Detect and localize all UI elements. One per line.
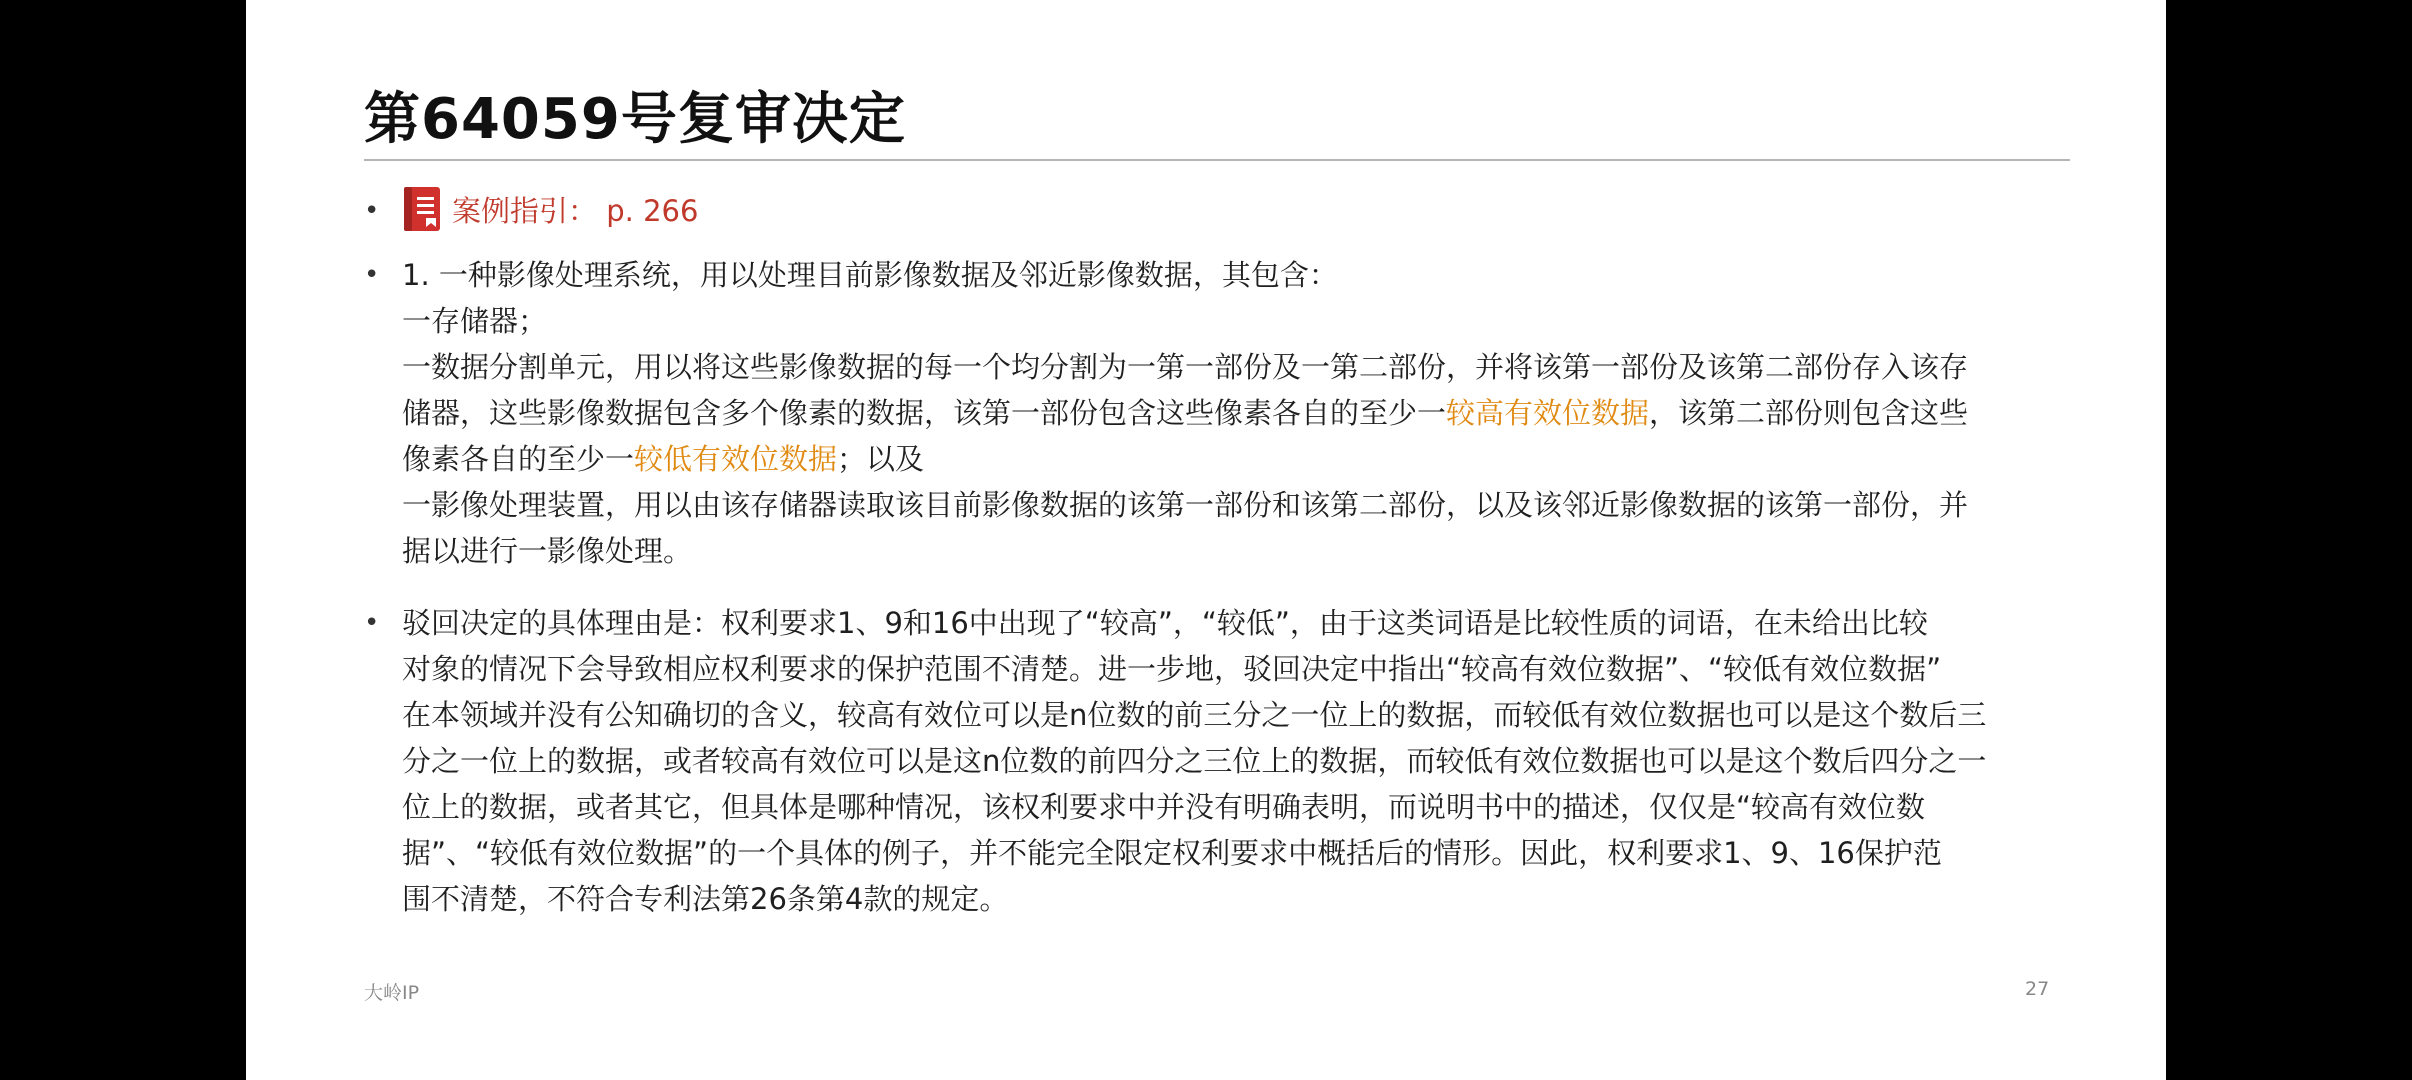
- claim-text-segment: ，该第二部份则包含这些: [1649, 396, 1969, 430]
- decision-text: [402, 600, 2052, 922]
- claim-line: 一存储器；: [402, 304, 548, 338]
- case-reference: [402, 184, 698, 234]
- claim-text-segment: ；以及: [837, 442, 925, 476]
- claim-line: [402, 436, 2052, 482]
- bullet-marker: •: [364, 608, 380, 638]
- claim-line: 一影像处理装置，用以由该存储器读取该目前影像数据的该第一部份和该第二部份，以及该邻近影像数据的该第一部份，并: [402, 488, 1969, 522]
- bullet-marker: •: [364, 260, 380, 290]
- claim-text-segment: 储器，这些影像数据包含多个像素的数据，该第一部份包含这些像素各自的至少一: [402, 396, 1447, 430]
- case-reference-label: 案例指引： p. 266: [452, 193, 699, 228]
- highlight-term: 较低有效位数据: [634, 442, 838, 476]
- footer-brand: 大岭IP: [364, 982, 420, 1004]
- decision-line: 围不清楚，不符合专利法第26条第4款的规定。: [402, 882, 1009, 916]
- red-book-icon: [402, 185, 442, 233]
- slide: [246, 0, 2166, 1080]
- claim-text: [402, 252, 2052, 574]
- decision-line: 在本领域并没有公知确切的含义，较高有效位可以是n位数的前三分之一位上的数据，而较低有效位数据也可以是这个数后三: [402, 698, 1987, 732]
- claim-line: 据以进行一影像处理。: [402, 534, 693, 568]
- claim-line: 1. 一种影像处理系统，用以处理目前影像数据及邻近影像数据，其包含：: [402, 258, 1338, 292]
- decision-line: 驳回决定的具体理由是：权利要求1、9和16中出现了“较高”，“较低”，由于这类词语是比较性质的词语，在未给出比较: [402, 606, 1928, 640]
- title-divider: [364, 159, 2070, 161]
- page-number: 27: [2025, 978, 2050, 1000]
- claim-line: [402, 390, 2052, 436]
- slide-title: 第64059号复审决定: [364, 87, 906, 152]
- bullet-marker: •: [364, 196, 380, 226]
- highlight-term: 较高有效位数据: [1446, 396, 1650, 430]
- claim-text-segment: 像素各自的至少一: [402, 442, 635, 476]
- decision-line: 分之一位上的数据，或者较高有效位可以是这n位数的前四分之三位上的数据，而较低有效位数据也可以是这个数后四分之一: [402, 744, 1987, 778]
- claim-line: 一数据分割单元，用以将这些影像数据的每一个均分割为一第一部份及一第二部份，并将该第一部份及该第二部份存入该存: [402, 350, 1969, 384]
- decision-line: 位上的数据，或者其它，但具体是哪种情况，该权利要求中并没有明确表明，而说明书中的描述，仅仅是“较高有效位数: [402, 790, 1926, 824]
- decision-line: 据”、“较低有效位数据”的一个具体的例子，并不能完全限定权利要求中概括后的情形。因此，权利要求1、9、16保护范: [402, 836, 1942, 870]
- decision-line: 对象的情况下会导致相应权利要求的保护范围不清楚。进一步地，驳回决定中指出“较高有效位数据”、“较低有效位数据”: [402, 652, 1942, 686]
